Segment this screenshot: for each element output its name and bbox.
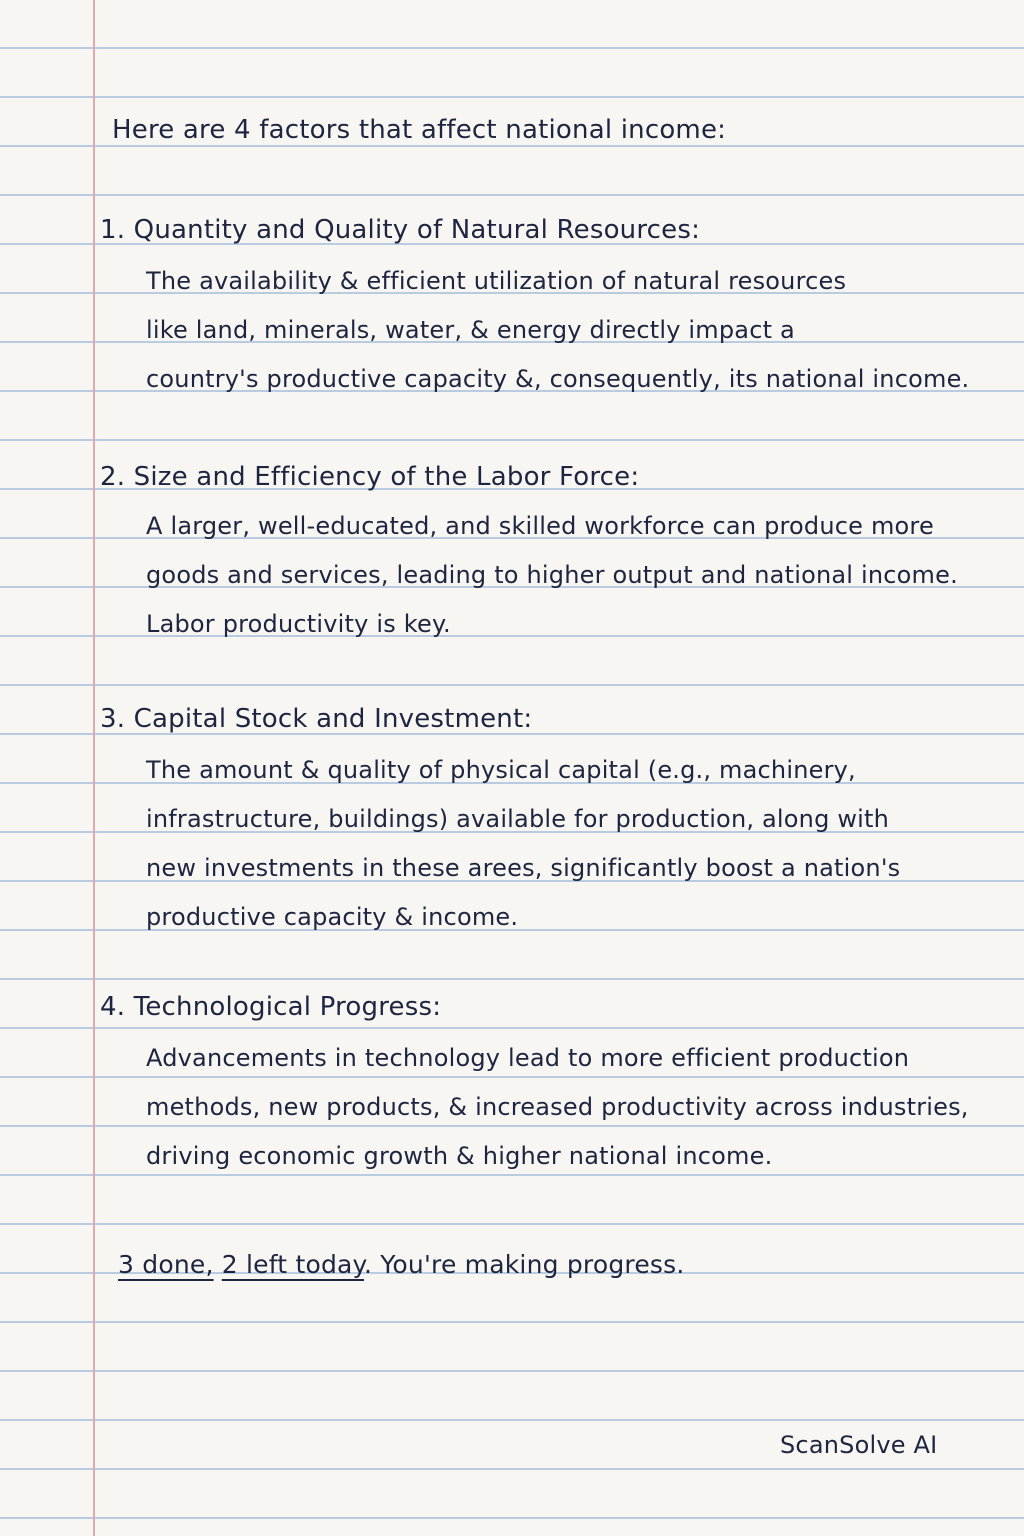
factor-2-heading: 2. Size and Efficiency of the Labor Force: xyxy=(100,462,640,492)
margin-line xyxy=(93,0,95,1536)
factor-3-heading: 3. Capital Stock and Investment: xyxy=(100,704,533,734)
factor-1-line-1: The availability & efficient utilization of natural resources xyxy=(146,267,847,295)
progress-message: . You're making progress. xyxy=(363,1250,685,1279)
factor-3-line-1: The amount & quality of physical capital (e.g., machinery, xyxy=(146,756,856,784)
progress-left: 2 left today xyxy=(221,1250,364,1279)
factor-3-line-3: new investments in these arees, significantly boost a nation's xyxy=(146,854,901,882)
factor-4-body xyxy=(146,1034,969,1181)
factor-1-line-3: country's productive capacity &, consequently, its national income. xyxy=(146,365,970,393)
factor-1-heading: 1. Quantity and Quality of Natural Resources: xyxy=(100,215,701,245)
factor-4-line-3: driving economic growth & higher national income. xyxy=(146,1142,773,1170)
factor-2-body xyxy=(146,502,958,649)
progress-note xyxy=(118,1240,685,1289)
intro-text: Here are 4 factors that affect national income: xyxy=(112,115,727,145)
factor-2-line-1: A larger, well-educated, and skilled workforce can produce more xyxy=(146,512,934,540)
factor-1-line-2: like land, minerals, water, & energy directly impact a xyxy=(146,316,795,344)
factor-3-line-4: productive capacity & income. xyxy=(146,903,519,931)
factor-2-line-3: Labor productivity is key. xyxy=(146,610,451,638)
brand-watermark: ScanSolve AI xyxy=(780,1431,938,1459)
factor-2-line-2: goods and services, leading to higher output and national income. xyxy=(146,561,958,589)
progress-done: 3 done, xyxy=(118,1250,214,1279)
factor-4-heading: 4. Technological Progress: xyxy=(100,992,442,1022)
factor-4-line-2: methods, new products, & increased productivity across industries, xyxy=(146,1093,969,1121)
factor-4-line-1: Advancements in technology lead to more efficient production xyxy=(146,1044,910,1072)
factor-3-body xyxy=(146,746,900,942)
factor-3-line-2: infrastructure, buildings) available for production, along with xyxy=(146,805,890,833)
factor-1-body xyxy=(146,257,969,404)
